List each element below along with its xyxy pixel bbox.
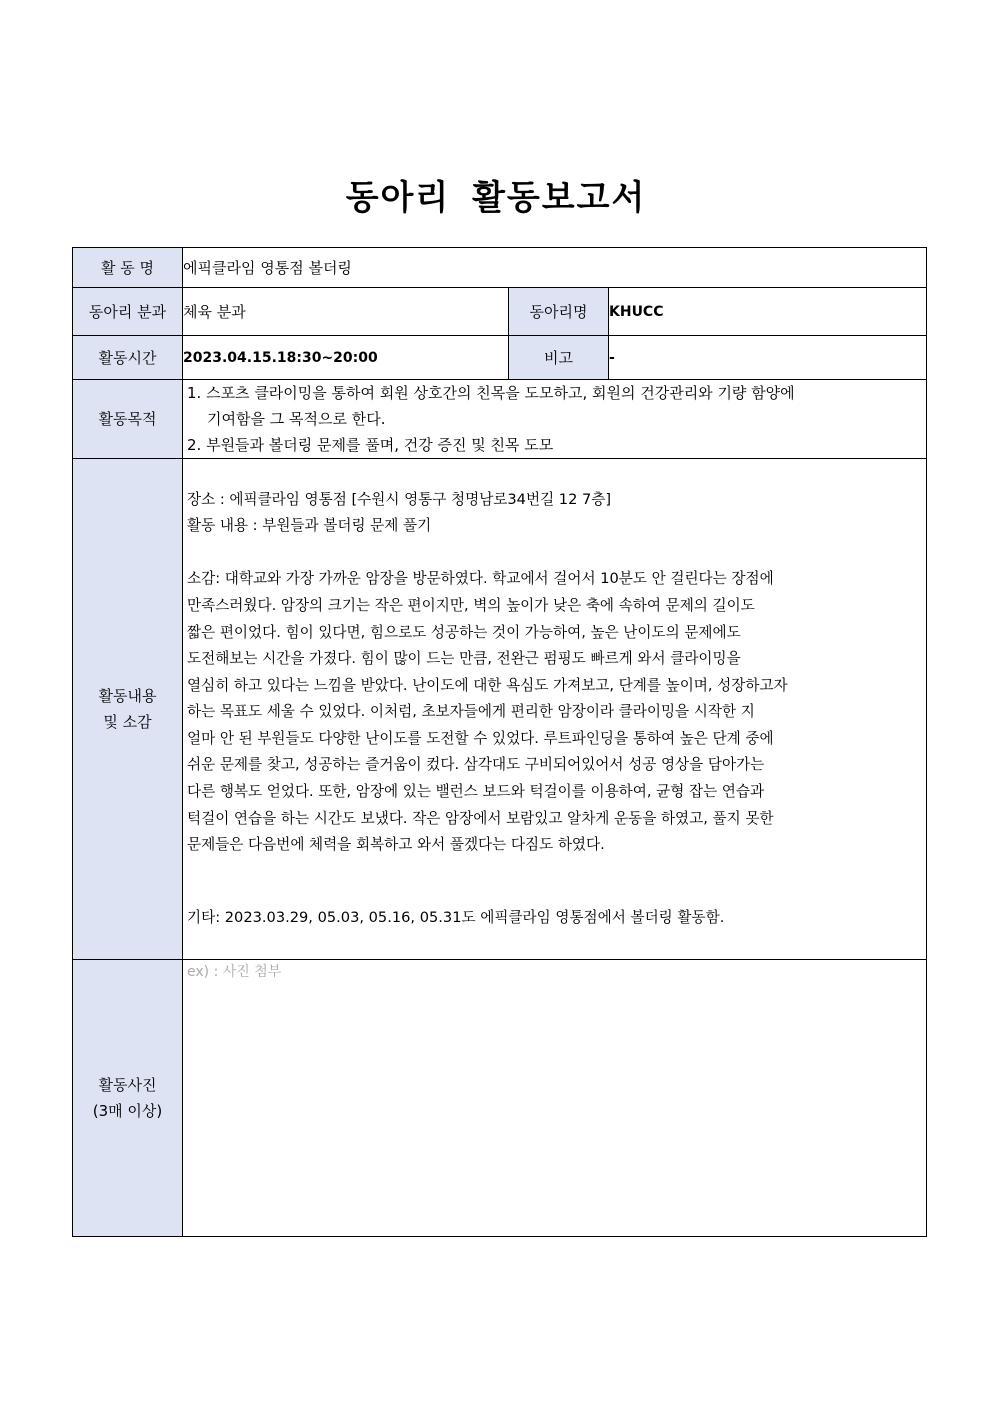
activity-name-value: 에픽클라임 영통점 볼더링 [183, 248, 927, 288]
activity-time-value: 2023.04.15.18:30~20:00 [183, 336, 509, 380]
club-division-value: 체육 분과 [183, 288, 509, 336]
impression-line-1: 소감: 대학교와 가장 가까운 암장을 방문하였다. 학교에서 걸어서 10분도 안 걸린다는 장점에 [187, 570, 774, 588]
club-name-value: KHUCC [609, 288, 927, 336]
remarks-label: 비고 [509, 336, 609, 380]
activity-time-label: 활동시간 [73, 336, 183, 380]
club-division-label: 동아리 분과 [73, 288, 183, 336]
impression-line-7: 얼마 안 된 부원들도 다양한 난이도를 도전할 수 있었다. 루트파인딩을 통하여 높은 단계 중에 [187, 729, 774, 747]
impression-line-5: 열심히 하고 있다는 느낌을 받았다. 난이도에 대한 욕심도 가져보고, 단계를 높이며, 성장하고자 [187, 676, 788, 694]
impression-line-4: 도전해보는 시간을 가졌다. 힘이 많이 드는 만큼, 전완근 펌핑도 빠르게 와서 클라이밍을 [187, 650, 741, 668]
content-label [73, 459, 183, 960]
purpose-line-1: 1. 스포츠 클라이밍을 통하여 회원 상호간의 친목을 도모하고, 회원의 건강관리와 기량 함양에 [187, 384, 795, 402]
impression-line-10: 턱걸이 연습을 하는 시간도 보냈다. 작은 암장에서 보람있고 알차게 운동을 하였고, 풀지 못한 [187, 809, 774, 827]
impression-line-2: 만족스러웠다. 암장의 크기는 작은 편이지만, 벽의 높이가 낮은 축에 속하여 문제의 길이도 [187, 596, 755, 614]
content-etc: 기타: 2023.03.29, 05.03, 05.16, 05.31도 에픽클라임 영통점에서 볼더링 활동함. [187, 908, 725, 926]
photos-label-line-1: 활동사진 [98, 1076, 157, 1094]
content-label-line-2: 및 소감 [103, 713, 152, 731]
impression-line-9: 다른 행복도 얻었다. 또한, 암장에 있는 밸런스 보드와 턱걸이를 이용하여, 균형 잡는 연습과 [187, 783, 765, 801]
impression-line-8: 쉬운 문제를 찾고, 성공하는 즐거움이 컸다. 삼각대도 구비되어있어서 성공 영상을 담아가는 [187, 756, 765, 774]
row-photos [73, 960, 927, 1237]
impression-line-6: 하는 목표도 세울 수 있었다. 이처럼, 초보자들에게 편리한 암장이라 클라이밍을 시작한 지 [187, 703, 755, 721]
impression-line-3: 짧은 편이었다. 힘이 있다면, 힘으로도 성공하는 것이 가능하여, 높은 난이도의 문제에도 [187, 623, 741, 641]
photos-cell [183, 960, 927, 1237]
impression-line-11: 문제들은 다음번에 체력을 회복하고 와서 풀겠다는 다짐도 하였다. [187, 836, 605, 854]
purpose-line-3: 2. 부원들과 볼더링 문제를 풀며, 건강 증진 및 친목 도모 [187, 436, 554, 454]
row-club-info [73, 288, 927, 336]
remarks-value: - [609, 336, 927, 380]
content-activity: 활동 내용 : 부원들과 볼더링 문제 풀기 [187, 517, 432, 535]
purpose-label: 활동목적 [73, 380, 183, 459]
club-name-label: 동아리명 [509, 288, 609, 336]
purpose-line-2: 기여함을 그 목적으로 한다. [207, 410, 386, 428]
report-table [72, 247, 927, 1237]
photos-label [73, 960, 183, 1237]
row-content [73, 459, 927, 960]
content-cell [183, 459, 927, 960]
row-activity-time [73, 336, 927, 380]
row-activity-name [73, 248, 927, 288]
page-title: 동아리 활동보고서 [345, 178, 647, 218]
purpose-cell [183, 380, 927, 459]
activity-name-label: 활 동 명 [73, 248, 183, 288]
photo-attach-hint: ex) : 사진 첨부 [187, 964, 282, 980]
content-label-line-1: 활동내용 [98, 687, 157, 705]
content-place: 장소 : 에픽클라임 영통점 [수원시 영통구 청명남로34번길 12 7층] [187, 490, 612, 508]
row-purpose [73, 380, 927, 459]
photos-label-line-2: (3매 이상) [92, 1102, 163, 1120]
